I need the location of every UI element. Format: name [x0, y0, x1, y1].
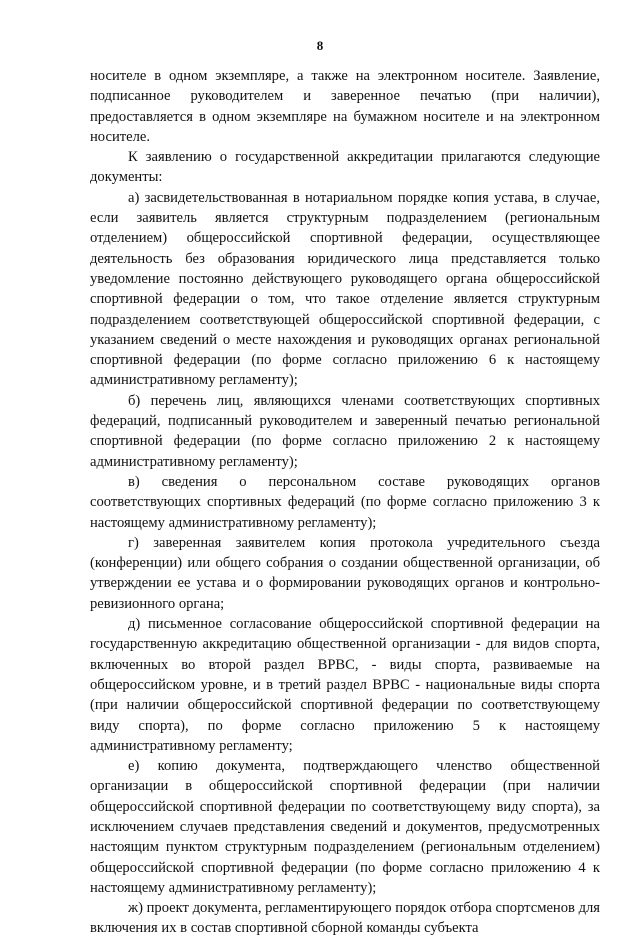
list-item-g: г) заверенная заявителем копия протокола учредительного съезда (конференции) или общего собрания о создании общественной организации, об утверждении ее устава и о формировании руководящих органов и контрольно-ревизионного органа;	[90, 534, 600, 612]
list-item-v: в) сведения о персональном составе руководящих органов соответствующих спортивных федераций (по форме согласно приложению 3 к настоящему административному регламенту);	[90, 473, 600, 531]
list-item-e: е) копию документа, подтверждающего членство общественной организации в общероссийской спортивной федерации (при наличии общероссийской спортивной федерации по соответствующему виду спорта), за исключением случаев представления сведений и документов, предусмотренных настоящим пунктом структурным подразделением (региональным отделением) общероссийской спортивной федерации (по форме согласно приложению 4 к настоящему административному регламенту);	[90, 758, 600, 896]
list-item-d: д) письменное согласование общероссийской спортивной федерации на государственную аккредитацию общественной организации - для видов спорта, включенных во второй раздел ВРВС, - виды спорта, развиваемые на общероссийском уровне, и в третий раздел ВРВС - национальные виды спорта (при наличии общероссийской спортивной федерации по соответствующему виду спорта), по форме согласно приложению 5 к настоящему административному регламенту;	[90, 616, 600, 754]
page-number: 8	[316, 38, 324, 53]
list-item-zh: ж) проект документа, регламентирующего порядок отбора спортсменов для включения их в состав спортивной сборной команды субъекта	[90, 900, 600, 937]
list-item-a: а) засвидетельствованная в нотариальном порядке копия устава, в случае, если заявитель является структурным подразделением (региональным отделением) общероссийской спортивной федерации, осуществляющее деятельность без образования юридического лица представляется только уведомление постоянно действующего руководящего органа общероссийской спортивной федерации о том, что такое отделение является структурным подразделением соответствующей общероссийской спортивной федерации, с указанием сведений о месте нахождения и руководящих органах региональной спортивной федерации (по форме согласно приложению 6 к настоящему административному регламенту);	[90, 189, 600, 389]
document-body	[90, 66, 600, 939]
paragraph-continuation: носителе в одном экземпляре, а также на электронном носителе. Заявление, подписанное руководителем и заверенное печатью (при наличии), предоставляется в одном экземпляре на бумажном носителе и на электронном носителе.	[90, 68, 600, 145]
paragraph-intro: К заявлению о государственной аккредитации прилагаются следующие документы:	[90, 149, 600, 186]
list-item-b: б) перечень лиц, являющихся членами соответствующих спортивных федераций, подписанный руководителем и заверенный печатью региональной спортивной федерации (по форме согласно приложению 2 к настоящему административному регламенту);	[90, 392, 600, 470]
